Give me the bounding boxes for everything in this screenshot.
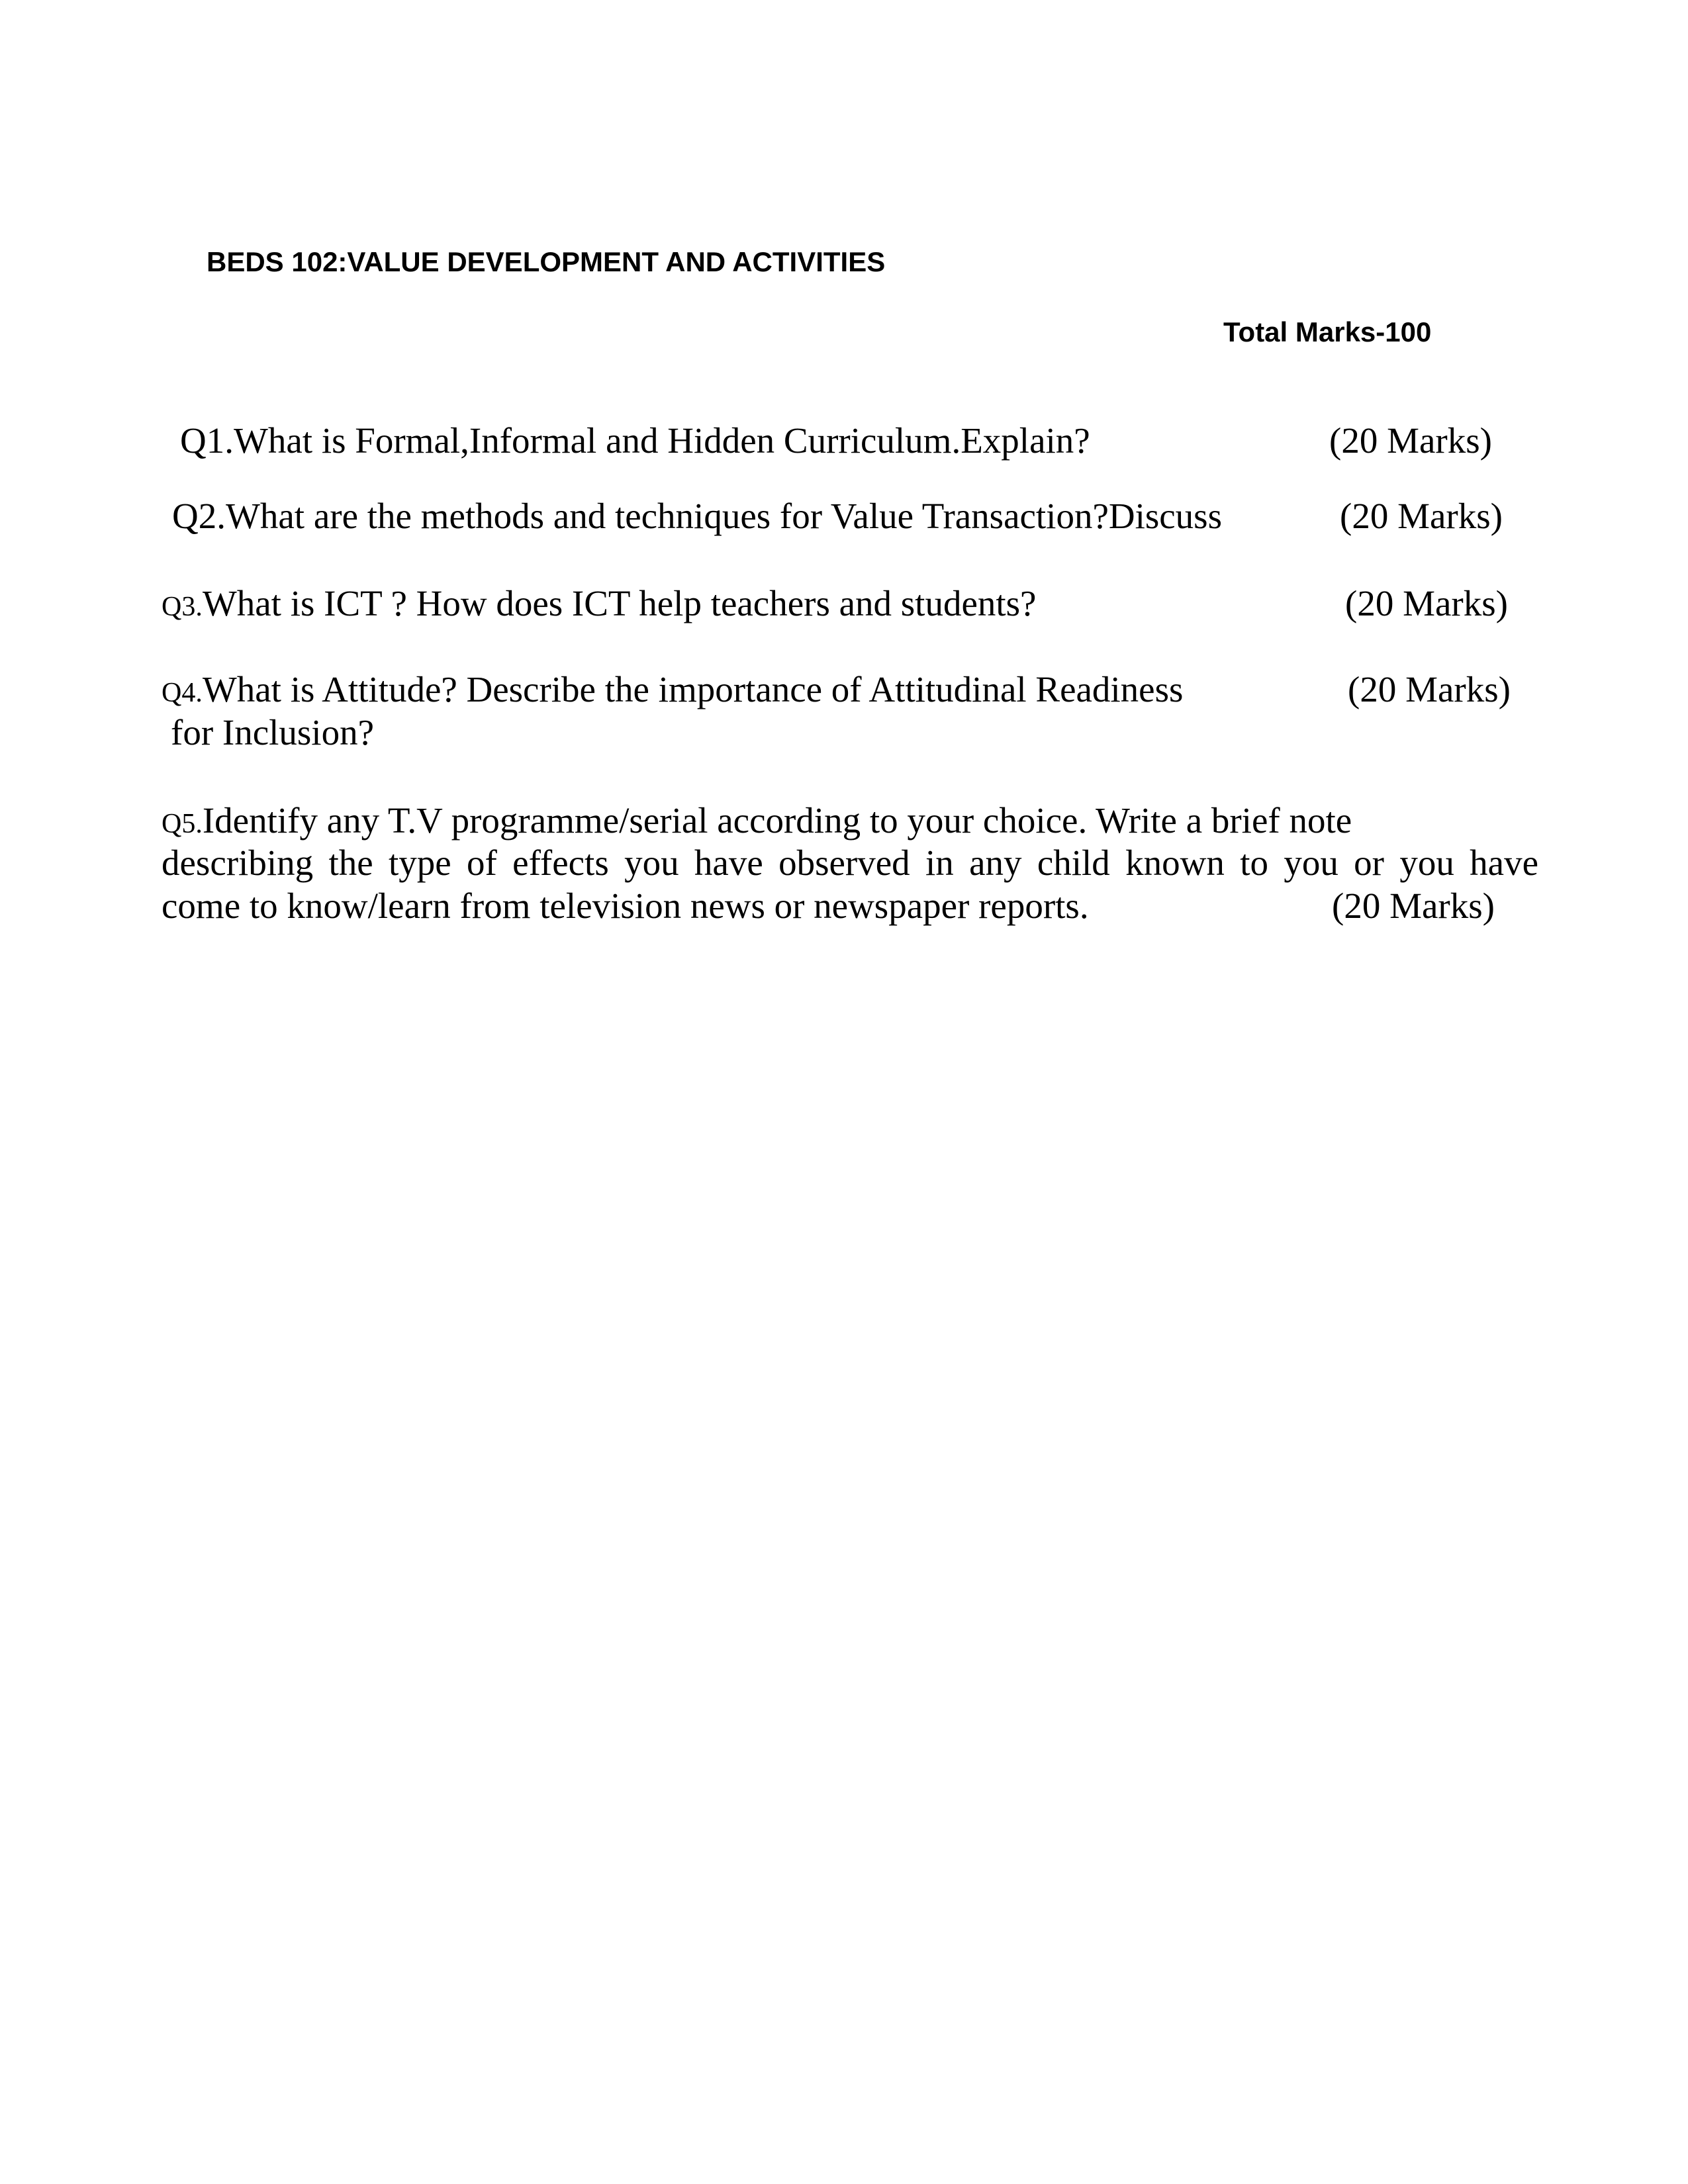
question-5-line-3: come to know/learn from television news or newspaper reports. <box>162 886 1089 926</box>
question-text: What is Attitude? Describe the importance of Attitudinal Readiness <box>202 669 1184 709</box>
question-number: Q1. <box>180 420 234 461</box>
question-1 <box>180 420 1090 461</box>
question-2-marks: (20 Marks) <box>1340 496 1503 536</box>
question-4-marks: (20 Marks) <box>1348 669 1511 709</box>
total-marks: Total Marks-100 <box>1223 316 1432 347</box>
question-1-marks: (20 Marks) <box>1329 420 1492 461</box>
question-text: What is Formal,Informal and Hidden Curriculum.Explain? <box>233 420 1090 461</box>
question-number: Q3. <box>162 592 203 622</box>
question-number: Q2. <box>172 496 226 536</box>
question-2 <box>172 495 1222 537</box>
question-5-marks: (20 Marks) <box>1332 886 1495 926</box>
question-3 <box>162 582 1036 624</box>
question-5-line-2: describing the type of effects you have observed in any child known to you or you have <box>162 842 1538 883</box>
question-text: What is ICT ? How does ICT help teachers and students? <box>202 583 1037 623</box>
question-text: Identify any T.V programme/serial according to your choice. Write a brief note <box>202 800 1352 841</box>
question-4 <box>162 668 1183 710</box>
question-number: Q5. <box>162 809 203 839</box>
question-number: Q4. <box>162 678 203 708</box>
page-title: BEDS 102:VALUE DEVELOPMENT AND ACTIVITIES <box>207 246 886 277</box>
question-text: What are the methods and techniques for Value Transaction?Discuss <box>225 496 1222 536</box>
question-3-marks: (20 Marks) <box>1345 583 1508 623</box>
question-4-continuation: for Inclusion? <box>171 712 374 752</box>
question-5 <box>162 799 1352 841</box>
